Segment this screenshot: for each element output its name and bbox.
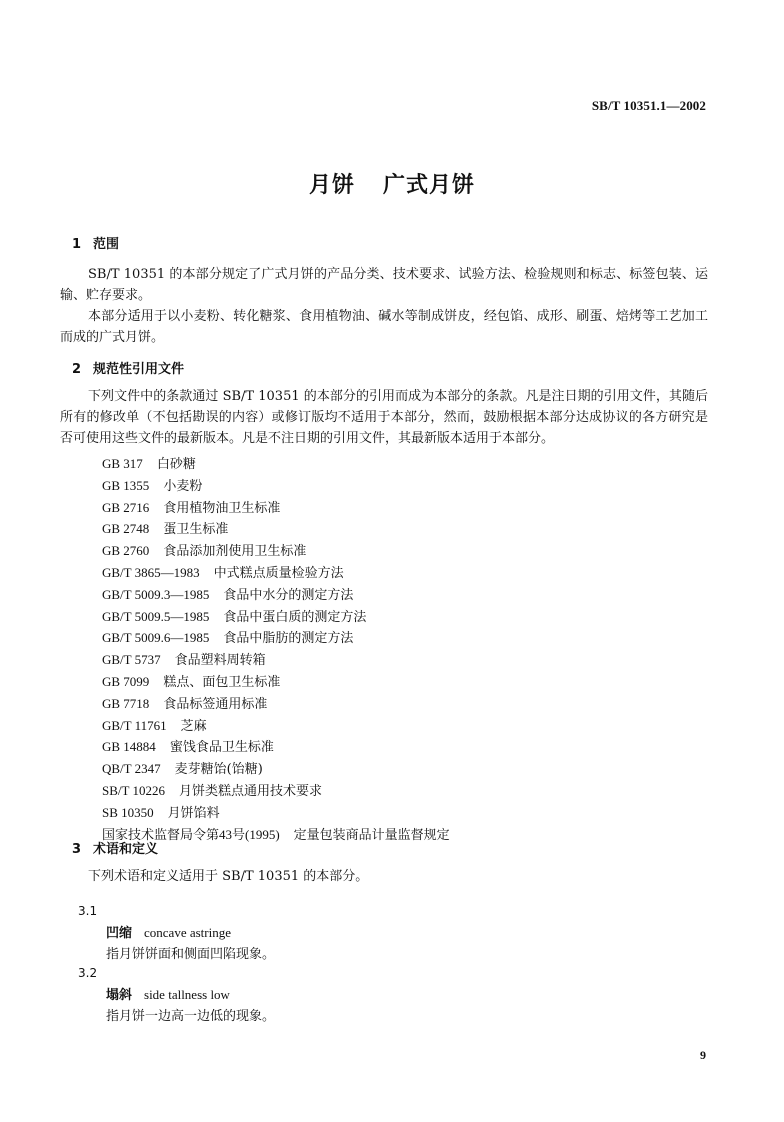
reference-item bbox=[102, 498, 450, 520]
reference-title: 食品中脂肪的测定方法 bbox=[223, 631, 354, 647]
reference-code: GB 2748 bbox=[102, 521, 150, 537]
reference-code: GB/T 5009.3—1985 bbox=[102, 586, 210, 602]
term-definition: 指月饼一边高一边低的现象。 bbox=[106, 1009, 276, 1024]
section-number: 2 bbox=[72, 362, 82, 377]
scope-paragraph-2: 本部分适用于以小麦粉、转化糖浆、食用植物油、碱水等制成饼皮，经包馅、成形、刷蛋、焙烤等工艺加工而成的广式月饼。 bbox=[60, 309, 708, 345]
section-heading-terms bbox=[72, 838, 158, 857]
document-title bbox=[0, 168, 784, 199]
term-name bbox=[106, 984, 230, 1003]
reference-title: 白砂糖 bbox=[156, 457, 196, 472]
reference-item bbox=[102, 563, 450, 585]
reference-title: 食品中蛋白质的测定方法 bbox=[223, 609, 367, 625]
reference-title: 麦芽糖饴(饴糖) bbox=[174, 762, 263, 778]
section-number: 3 bbox=[72, 842, 82, 857]
reference-code: SB 10350 bbox=[102, 804, 154, 820]
reference-title: 食用植物油卫生标准 bbox=[163, 500, 281, 516]
reference-item bbox=[102, 476, 450, 498]
reference-code: GB 7718 bbox=[102, 695, 150, 711]
reference-item bbox=[102, 628, 450, 650]
term-name bbox=[106, 922, 231, 941]
reference-code: GB 14884 bbox=[102, 739, 156, 755]
reference-code: GB/T 3865—1983 bbox=[102, 564, 200, 580]
reference-title: 食品标签通用标准 bbox=[163, 696, 268, 712]
reference-item bbox=[102, 737, 450, 759]
reference-title: 芝麻 bbox=[180, 718, 207, 734]
section-number: 1 bbox=[72, 237, 82, 252]
scope-paragraph-1: SB/T 10351 的本部分规定了广式月饼的产品分类、技术要求、试验方法、检验规则和标志、标签包装、运输、贮存要求。 bbox=[60, 267, 708, 303]
reference-title: 中式糕点质量检验方法 bbox=[213, 565, 344, 581]
reference-item bbox=[102, 585, 450, 607]
reference-item bbox=[102, 607, 450, 629]
title-part-1: 月饼 bbox=[308, 173, 355, 198]
section-heading-scope bbox=[72, 233, 119, 252]
section-title: 规范性引用文件 bbox=[93, 362, 185, 377]
page-number: 9 bbox=[700, 1048, 706, 1062]
reference-title: 蜜饯食品卫生标准 bbox=[169, 740, 274, 756]
reference-item bbox=[102, 781, 450, 803]
reference-item bbox=[102, 519, 450, 541]
section-title: 术语和定义 bbox=[93, 842, 159, 857]
term-english: concave astringe bbox=[144, 925, 231, 940]
reference-code: GB/T 5009.5—1985 bbox=[102, 608, 210, 624]
reference-code: SB/T 10226 bbox=[102, 782, 165, 798]
term-definition: 指月饼饼面和侧面凹陷现象。 bbox=[106, 947, 276, 962]
reference-title: 定量包装商品计量监督规定 bbox=[293, 827, 450, 843]
reference-item bbox=[102, 716, 450, 738]
term-english: side tallness low bbox=[144, 987, 230, 1002]
reference-code: QB/T 2347 bbox=[102, 761, 161, 777]
reference-code: GB 1355 bbox=[102, 477, 150, 493]
reference-item bbox=[102, 803, 450, 825]
reference-code: GB/T 11761 bbox=[102, 717, 167, 733]
reference-title: 蛋卫生标准 bbox=[163, 522, 229, 538]
reference-title: 糕点、面包卫生标准 bbox=[163, 674, 281, 690]
reference-item bbox=[102, 541, 450, 563]
reference-title: 食品添加剂使用卫生标准 bbox=[163, 544, 307, 560]
normative-intro-paragraph: 下列文件中的条款通过 SB/T 10351 的本部分的引用而成为本部分的条款。凡是注日期的引用文件，其随后所有的修改单（不包括勘误的内容）或修订版均不适用于本部分，然而，鼓励根据本部分达成协议的各方研究是否可使用这些文件的最新版本。凡是不注日期的引用文件，其最新版本适用于本部分。 bbox=[60, 389, 708, 446]
terms-intro-paragraph: 下列术语和定义适用于 SB/T 10351 的本部分。 bbox=[88, 869, 369, 884]
section-title: 范围 bbox=[93, 237, 120, 252]
reference-list bbox=[102, 454, 450, 846]
standard-code-header: SB/T 10351.1—2002 bbox=[591, 98, 706, 113]
reference-title: 小麦粉 bbox=[163, 478, 203, 494]
reference-item bbox=[102, 650, 450, 672]
reference-title: 食品中水分的测定方法 bbox=[223, 587, 354, 603]
term-number: 3.1 bbox=[78, 904, 98, 918]
title-part-2: 广式月饼 bbox=[383, 173, 476, 198]
reference-code: GB 7099 bbox=[102, 673, 150, 689]
reference-title: 月饼类糕点通用技术要求 bbox=[178, 783, 322, 799]
reference-item bbox=[102, 759, 450, 781]
reference-code: GB 2760 bbox=[102, 543, 150, 559]
term-number: 3.2 bbox=[78, 966, 98, 980]
reference-title: 食品塑料周转箱 bbox=[174, 653, 266, 669]
reference-code: GB/T 5009.6—1985 bbox=[102, 630, 210, 646]
reference-item bbox=[102, 694, 450, 716]
reference-item bbox=[102, 672, 450, 694]
term-chinese: 塌斜 bbox=[106, 988, 133, 1003]
reference-code: GB 317 bbox=[102, 456, 143, 471]
reference-code: 国家技术监督局令第43号(1995) bbox=[102, 826, 280, 842]
section-heading-normative-references bbox=[72, 358, 184, 377]
reference-title: 月饼馅料 bbox=[167, 805, 220, 821]
reference-code: GB/T 5737 bbox=[102, 652, 161, 668]
reference-code: GB 2716 bbox=[102, 499, 150, 515]
reference-item bbox=[102, 454, 450, 476]
term-chinese: 凹缩 bbox=[106, 926, 133, 941]
